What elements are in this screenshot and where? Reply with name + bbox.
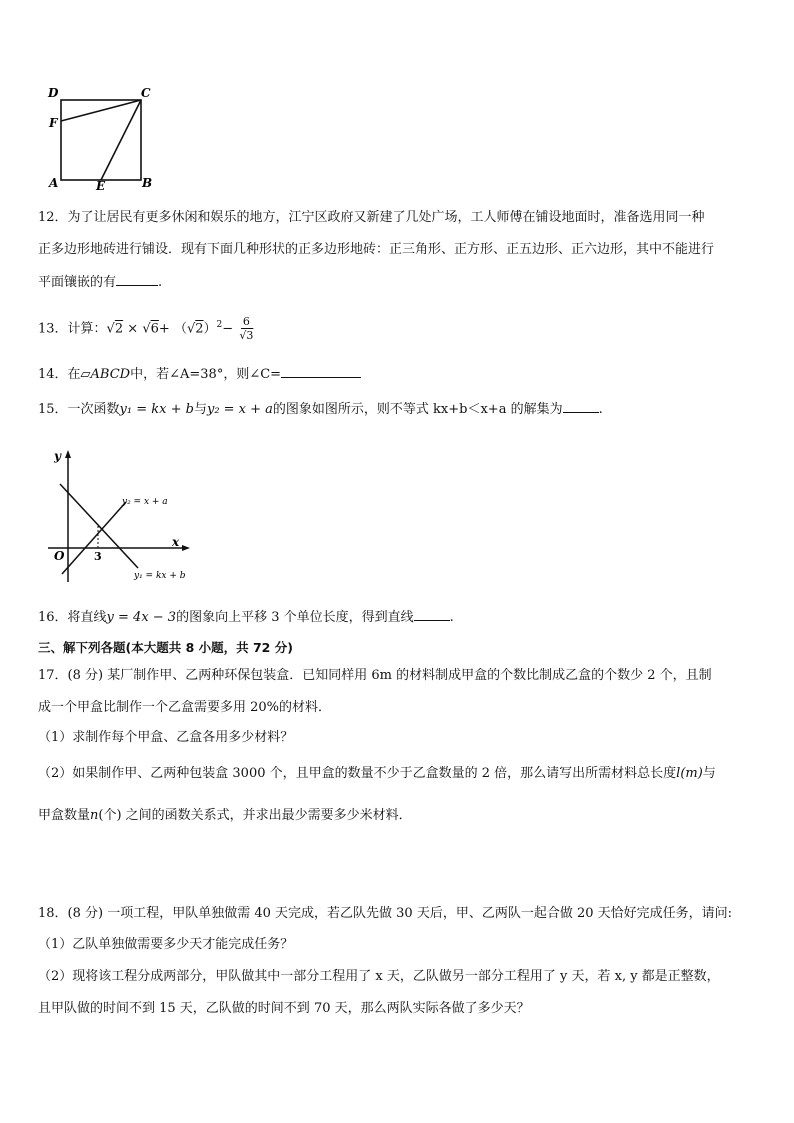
sqrt-symbol: √ [142,321,151,337]
q15-function-1: y₁ = kx + b [119,402,194,417]
square-outline [61,100,141,180]
tick-label-3: 3 [94,550,102,563]
q18-sub-2: （2）现将该工程分成两部分，甲队做其中一部分工程用了 x 天，乙队做另一部分工程用了 y 天，若 x, y 都是正整数， [38,969,720,984]
q12-line-2: 正多边形地砖进行铺设．现有下面几种形状的正多边形地砖：正三角形、正方形、正五边形、正六边形，其中不能进行 [38,242,715,257]
label-a: A [49,176,59,190]
q12-period: . [158,275,163,290]
q12-line-3 [38,273,162,291]
y-axis-arrow [65,450,71,458]
q17-sub-2b-pre: 甲盒数量 [38,808,91,823]
q13-times: × [127,321,139,337]
label-e: E [96,179,106,192]
q18-sub-1: （1）乙队单独做需要多少天才能完成任务？ [38,937,294,952]
label-d: D [48,86,59,100]
q15-line [38,400,603,418]
q17-var-l: l(m) [676,766,703,781]
q13-frac-numerator: 6 [242,315,250,329]
line-y2 [62,502,126,574]
q15-period: . [598,402,603,417]
q15-text: 的图象如图所示，则不等式 kx+b＜x+a 的解集为 [272,402,563,417]
q13-prefix: 13．计算： [38,321,107,337]
q17-sub-2-text: （2）如果制作甲、乙两种包装盒 3000 个，且甲盒的数量不少于乙盒数量的 2 倍，那么请写出所需材料总长度 [38,766,677,781]
q13-minus: − [222,321,234,337]
q18-line-1: 18．(8 分) 一项工程，甲队单独做需 40 天完成，若乙队先做 30 天后，甲、乙两队一起合做 20 天恰好完成任务，请问: [38,906,733,921]
q13-radicand-2: 6 [150,321,159,337]
q18-sub-2-cont: 且甲队做的时间不到 15 天，乙队做的时间不到 70 天，那么两队实际各做了多少天？ [38,1001,530,1016]
answer-blank-q16 [414,608,450,621]
q17-sub-2 [38,765,716,782]
q13-radicand-3: 2 [195,321,204,337]
answer-blank-q12 [116,273,158,286]
q13-paren-open: （ [173,321,187,337]
label-y1: y₁ = kx + b [134,571,186,581]
q16-line [38,608,454,626]
q17-var-n: n [90,808,99,823]
answer-blank-q14 [281,365,361,378]
segment-fc [61,100,141,121]
q13-frac-denominator [239,329,253,342]
q16-prefix: 16．将直线 [38,610,107,625]
label-c: C [141,86,151,100]
q12-line-1: 12．为了让居民有更多休闲和娱乐的地方，江宁区政府又新建了几处广场，工人师傅在铺设地面时，准备选用同一种 [38,210,705,225]
axis-label-y: y [54,449,61,463]
q17-line-2: 成一个甲盒比制作一个乙盒需要多用 20%的材料． [38,700,332,715]
q16-text: 的图象向上平移 3 个单位长度，得到直线 [176,610,414,625]
q17-sub-2-and: 与 [702,766,716,781]
q14-text: 中，若∠A=38°，则∠C= [130,367,282,382]
q15-and: 与 [193,402,207,417]
q13-line [38,314,255,342]
linear-functions-graph [40,446,200,586]
q14-prefix: 14．在 [38,367,81,382]
section-3-heading: 三、解下列各题(本大题共 8 小题，共 72 分) [38,640,293,655]
q17-sub-2b-post: (个) 之间的函数关系式，并求出最少需要多少米材料． [98,808,412,823]
q13-exponent: 2 [216,320,223,330]
segment-ec [101,100,141,180]
sqrt-symbol: √ [186,321,196,337]
q16-period: . [449,610,454,625]
label-f: F [49,116,58,130]
q15-prefix: 15．一次函数 [38,402,120,417]
q17-line-1: 17．(8 分) 某厂制作甲、乙两种环保包装盒．已知同样用 6m 的材料制成甲盒的个数比制成乙盒的个数少 2 个，且制 [38,668,712,683]
q14-line [38,365,361,383]
q13-frac-radicand: 3 [246,329,254,343]
sqrt-symbol: √ [239,329,247,343]
q15-function-2: y₂ = x + a [206,402,273,417]
q17-sub-1: （1）求制作每个甲盒、乙盒各用多少材料？ [38,730,294,745]
q13-plus: + [158,321,170,337]
q13-radicand-1: 2 [114,321,124,337]
label-b: B [142,176,153,190]
q14-parallelogram: ▱ABCD [80,367,131,382]
x-axis-arrow [182,545,190,551]
axis-label-x: x [172,535,180,549]
q12-line-3-text: 平面镶嵌的有 [38,275,117,290]
square-figure [40,84,160,192]
sqrt-symbol: √ [106,321,115,337]
q16-equation: y = 4x − 3 [106,610,177,625]
origin-label: O [54,549,65,563]
q13-paren-close: ） [203,321,217,337]
q17-sub-2-cont [38,807,412,824]
answer-blank-q15 [563,400,599,413]
label-y2: y₂ = x + a [122,497,168,507]
q13-fraction [239,315,253,342]
